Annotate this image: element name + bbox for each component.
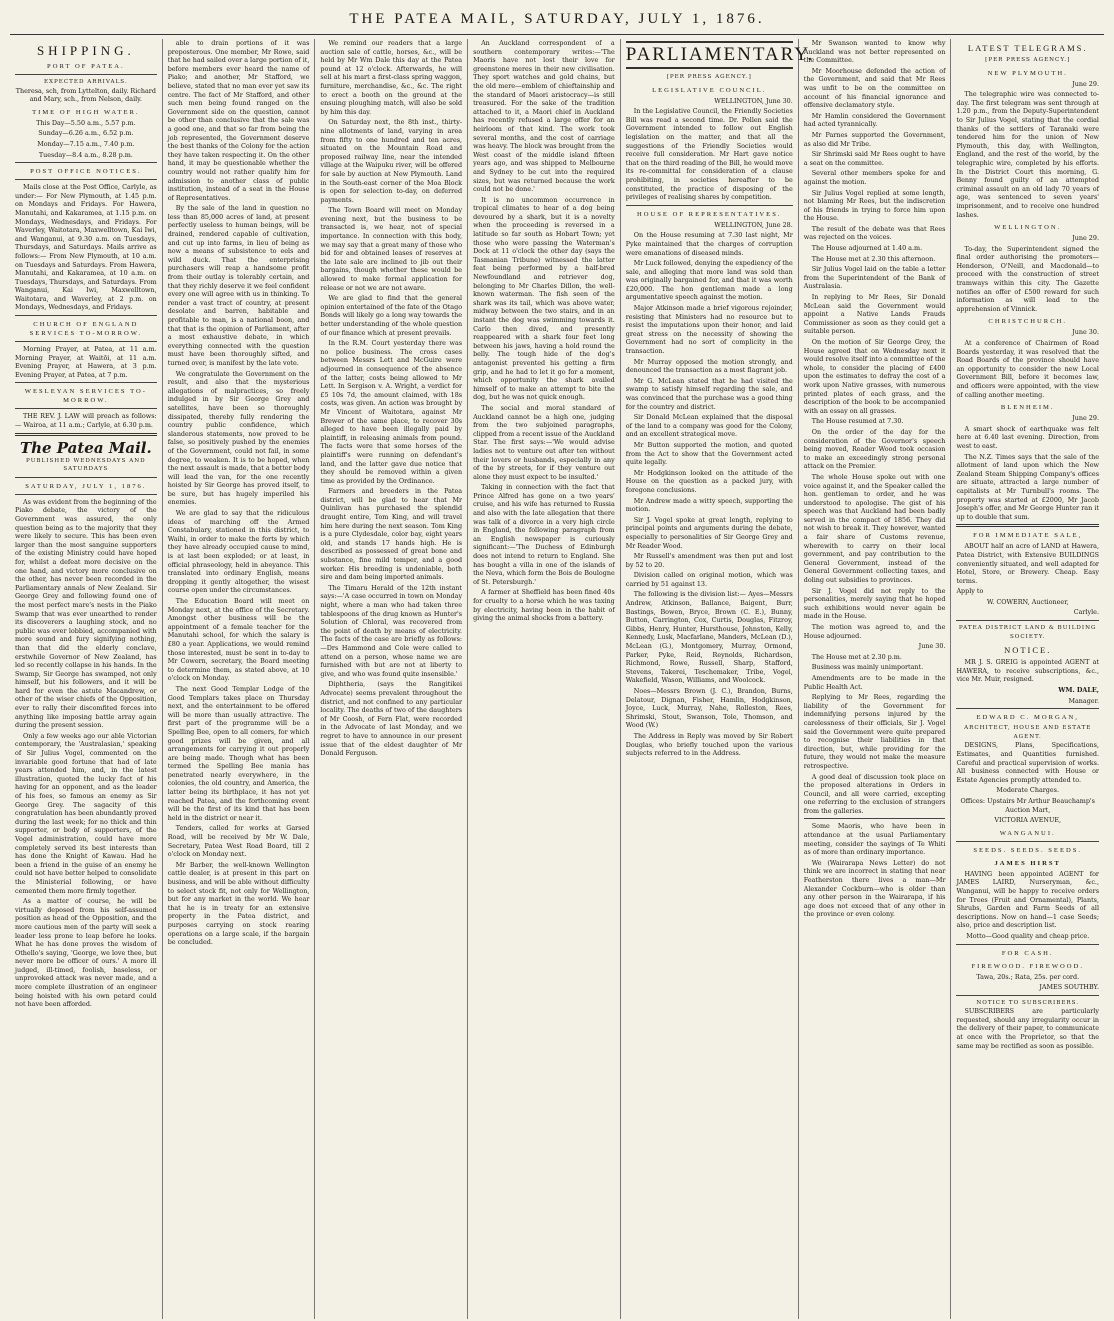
dateline: June 29. <box>1072 79 1099 88</box>
article-paragraph: By the sale of the land in question no less than 85,000 acres of land, at present perfectly useless to human beings, will be drained, rendered capable of cultivation, and cut up into farms, in lieu of being as now a means of subsistence to eels and wild duck. That the enterprising purchasers will reap a handsome profit from their outlay is tolerably certain, and that they richly deserve it we feel confident every one will agree with us in thinking. To render a vast tract of country, at present desolate and barren, habitable and profitable to man, is a national boon, and that that is the opinion of Parliament, after a most exhaustive debate, in which everything connected with the question must have been thoroughly sifted, and turned over, is manifest by the late vote. <box>167 204 310 367</box>
house-paragraph: Mr Murray opposed the motion strongly, and denounced the transaction as a most flagrant job. <box>625 357 793 375</box>
column-4 <box>468 39 621 1319</box>
post-text: Mails close at the Post Office, Carlyle, as under:— For New Plymouth, at 1.45 p.m. on Mondays and Fridays. For Hawera, Manutahi, and Kakaramea, at 1.15 p.m. on Mondays, Wednesdays, and Fridays. For Waverley, Waitotara, Maxwelltown, Kai Iwi, and Wanganui, at 9.30 a.m. on Tuesdays, Thursdays, and Saturdays. Mails arrive as follows:— From New Plymouth, at 10 a.m. on Tuesdays and Saturdays. From Hawera, Manutahi, and Kakaramea, at 10 a.m. on Tuesdays, Thursdays, and Saturdays. From Wanganui, Kai Iwi, Maxwelltown, Waitotara, and Waverley, at 2 p.m. on Mondays, Wednesdays, and Fridays. <box>15 183 157 312</box>
press-agency: [PER PRESS AGENCY.] <box>666 74 752 80</box>
house-paragraph: Mr Andrew made a witty speech, supporting the motion. <box>625 496 793 514</box>
article-paragraph: We congratulate the Government on the result, and also that the mysterious allegations of malpractices, so freely indulged in by Sir George Grey and satellites, have been so thoroughly dissipated, thereby fully rendering the country public confidence, which slanderous statements, now proved to be false, so positively pushed by the enemies of the Government, could not fail, in some degree, to weaken. It is to be hoped, when the next assault is made, that a better body will lead the van, for the one recently hoisted by Sir George has proved itself, to be sure, but has hugely imperiled his enemies. <box>167 369 310 507</box>
tide-line: Sunday—6.26 a.m., 6.52 p.m. <box>38 129 134 138</box>
wesleyan-text: THE REV. J. LAW will preach as follows:— Wairoa, at 11 a.m.; Carlyle, at 6.30 p.m. <box>15 412 157 430</box>
article-paragraph: The House resumed at 7.30. <box>811 417 904 426</box>
house-paragraph: Sir Donald McLean explained that the disposal of the land to a company was good for the Colony, and an excellent strategical move. <box>625 413 793 439</box>
column-2 <box>163 39 316 1319</box>
council-date: WELLINGTON, June 30. <box>714 96 793 105</box>
expected-heading: EXPECTED ARRIVALS. <box>43 79 128 85</box>
article-paragraph: Sir Julius Vogel replied at some length, not blaming Mr Rees, but the indiscretion of his friends in trying to force him upon the House. <box>803 188 946 223</box>
article-paragraph: The Timaru Herald of the 12th instant says:—'A case occurred in town on Monday night, where a man who had taken three tablespoons of the drug known as Hunter's Solution of Chloral, was recovered from the point of death by means of electricity. The facts of the case are briefly as follows:—Drs Hammond and Cole were called to attend on a person, whose name we are furnished with but are not at liberty to give, and who was found quite insensible.' <box>320 583 463 678</box>
date-line: SATURDAY, JULY 1, 1876. <box>25 482 147 490</box>
article-paragraph: The House met at 2.30 p.m. <box>811 652 902 661</box>
tide-heading: TIME OF HIGH WATER. <box>32 108 140 116</box>
subscribers-heading: NOTICE TO SUBSCRIBERS. <box>976 999 1080 1006</box>
article-paragraph: On the order of the day for the consideration of the Governor's speech being moved, Reader Wood took occasion to make an exceedingly strong personal attack on the Premier. <box>803 427 946 471</box>
wanganui-heading: WANGANUI. <box>999 829 1056 837</box>
house-paragraph: Division called on original motion, which was carried by 51 against 13. <box>625 571 793 588</box>
paper-title: The Patea Mail. <box>19 438 152 457</box>
article-paragraph: The social and moral standard of Auckland cannot be a high one, judging from the two subjoined paragraphs, clipped from a recent issue of the Auckland Star. The first says:—'We would advise ladies not to venture out after ten without their lovers or husbands, especially in any of the by streets, for if they venture out alone they must expect to be insulted.' <box>473 403 615 481</box>
editorial-paragraph: As was evident from the beginning of the Piako debate, the victory of the Government was assured, the only question being as to the majority that they were likely to secure. This has been even larger than the most sanguine supporters of the existing Ministry could have hoped for, whilst a defeat more decisive on the one hand, and victory more conclusive on the other, has never been recorded in the Parliamentary annals of New Zealand. Sir George Grey and following found one of the most perfect mare's nests in the Piako Swamp that was ever unearthed to render its discoverers a laughing stock, and no public was ever lobbied, accompanied with more sound and fury signifying nothing, than that did the elderly conclave, erstwhile Governor of New Zealand, has led so recently collapse in his hands. In the Swamp, Sir George has swamped, not only himself, but his followers, and it will be hard for even the astute Macandrew, or other of the wiser chiefs of the Opposition, ever to rally their discomfited forces into anything like imposing battle array again during the present session. <box>15 497 157 730</box>
church-text: Morning Prayer, at Patea, at 11 a.m. Morning Prayer, at Waitōi, at 11 a.m. Evening Prayer, at Hawera, at 3 p.m. Evening Prayer, at Patea, at 7 p.m. <box>15 345 157 379</box>
blenheim-heading: BLENHEIM. <box>1000 404 1055 412</box>
parliamentary-heading: PARLIAMENTARY. <box>626 41 793 69</box>
tide-line: This Day—5.50 a.m., 5.57 p.m. <box>36 118 136 127</box>
house-paragraph: Mr Button supported the motion, and quoted from the Act to show that the Government acted quite legally. <box>625 440 793 467</box>
article-paragraph: The House adjourned at 1.40 a.m. <box>811 244 923 253</box>
charges-text: Moderate Charges. <box>996 786 1059 795</box>
article-paragraph: Sir Julius Vogel laid on the table a letter from the Superintendent of the Bank of Australasia. <box>803 265 946 291</box>
firewood-heading: FIREWOOD. FIREWOOD. <box>971 962 1084 970</box>
council-heading: LEGISLATIVE COUNCIL. <box>652 86 767 94</box>
article-paragraph: The Education Board will meet on Monday next, at the office of the Secretary. Amongst other business will be the appointment of a female teacher for the Manutahi school, for which the salary is £80 a year. Applications, we would remind those interested, must be sent in to-day to Mr Cowern, secretary, the Board meeting to determine them, as stated above, at 10 o'clock on Monday. <box>167 597 310 683</box>
columns <box>10 39 1104 1319</box>
editorial-paragraph: As a matter of course, he will be virtually deposed from his self-assumed position as head of the Opposition, and the more cautious men of the party will seek a leader less prone to leap before he looks. What he has done proves the wisdom of Othello's saying, 'George, we love thee, but never more be officer of ours.' A more ill judged, ill-timed, foolish, baseless, or unprovoked attack was never made, and a more complete illustration of an engineer being hoisted with his own petard could not have been afforded. <box>15 897 157 1009</box>
price-text: Tawa, 20s.; Rata, 25s. per cord. <box>976 972 1080 981</box>
church-heading: CHURCH OF ENGLAND SERVICES TO-MORROW. <box>29 321 143 338</box>
column-7 <box>951 39 1104 1319</box>
house-date: WELLINGTON, June 28. <box>714 220 793 229</box>
house-paragraph: Sir J. Vogel spoke at great length, replying to principal points and arguments during the debate, especially to personalities of Sir George Grey and Mr Reader Wood. <box>625 515 793 550</box>
manager-name: WM. DALE, <box>1058 686 1099 695</box>
dateline: June 29. <box>1072 414 1099 423</box>
dateline: June 29. <box>1072 234 1099 243</box>
article-paragraph: Mr Hamlin considered the Government had acted tyrannically. <box>803 111 946 129</box>
article-paragraph: able to drain portions of it was preposterous. One member, Mr Rowe, said that he had sailed over a large portion of it, before members ever heard the name of Piako; and another, Mr Stafford, we believe, stated that no man ever yet saw its centre. The fact of Mr Stafford, and other such men being found ranged on the Government side on the question, cannot be other than conclusive that the sale was a good one, and that so far from being the job represented, the Government deserve the best thanks of the Colony for the action they have taken respecting it. On the other hand, it may be questionable whether the country would not rather qualify him for admission to another class of public institution, instead of a seat in the House of Representatives. <box>167 39 310 202</box>
tide-line: Tuesday—8.4 a.m., 8.28 p.m. <box>38 150 133 159</box>
article-paragraph: Several other members spoke for and against the motion. <box>803 169 946 186</box>
article-paragraph: It is no uncommon occurrence in tropical climates to hear of a dog being devoured by a shark, but it is a novelty when the proceeding is reversed in a latitude so far south as Hobart Town; yet those who were passing the Waterman's Dock at 11 o'clock the other day (says the Tasmanian Tribune) witnessed the latter feat being performed by a half-bred Newfoundland and retriever dog, belonging to Mr Charles Dillon, the well-known waterman. The fish seen of the shark was its tail, which was above water, midway between the two stairs, and in an instant the dog was swimming towards it. Carlo then dived, and presently reappeared with a shark four feet long between his jaws, having a hold round the belly. The tough hide of the dog's antagonist prevented his getting a firm grip, and he had to let it go for a moment, which opportunity the shark availed himself of to make an attempt to bite the dog, but he was not quick enough. <box>473 195 615 402</box>
article-paragraph: A good deal of discussion took place on the proposed alterations in Orders in Council, and all were carried, excepting one referring to the exclusion of strangers from the galleries. <box>803 772 946 815</box>
article-paragraph: The House met at 2.30 this afternoon. <box>811 254 936 263</box>
seller-name: JAMES SOUTHBY. <box>1039 983 1099 992</box>
notice-heading: NOTICE. <box>1004 645 1052 656</box>
offices-text: Offices: Upstairs Mr Arthur Beauchamp's Auction Mart, <box>960 796 1095 814</box>
article-paragraph: We are glad to say that the ridiculous ideas of marching off the Armed Constabulary, stationed in this district, to Waihi, in order to make the forts by which they have already occupied cause to mind, is at last been exploded; or at least, in official phraseology, held in abeyance. This translated into ordinary English, means dropping it gently altogether, the wisest course open under the circumstances. <box>167 509 310 595</box>
new-plymouth-heading: NEW PLYMOUTH. <box>987 69 1068 77</box>
location-text: Carlyle. <box>1073 608 1099 617</box>
subscribers-text: SUBSCRIBERS are particularly requested, should any irregularity occur in the delivery of their paper, to communicate at once with the Proprietor, so that the same may be rectified as soon as possible. <box>956 1007 1099 1050</box>
telegram-text: At a conference of Chairmen of Road Boards yesterday, it was resolved that the Road Boards of the province should have an opportunity to consider the new Local Government Bill, before it becomes law, and officers were appointed, with the view of calling another meeting. <box>956 339 1099 399</box>
cash-heading: FOR CASH. <box>1001 949 1054 957</box>
house-paragraph: On the House resuming at 7.30 last night, Mr Pyke maintained that the charges of corruption were emanations of diseased minds. <box>625 231 793 257</box>
telegram-text: To-day, the Superintendent signed the final order authorising the promoters—Henderson, O'Neill, and Macdonald—to proceed with the construction of street tramways within this city. The Gazette notifies an offer of £500 reward for such information as will lead to the apprehension of Vinnick. <box>956 244 1099 313</box>
post-heading: POST OFFICE NOTICES. <box>30 168 142 176</box>
column-3 <box>315 39 468 1319</box>
article-paragraph: Business was mainly unimportant. <box>811 663 924 672</box>
article-paragraph: A farmer at Sheffield has been fined 40s for cruelty to a horse which he was taxing by electricity, having been in the habit of giving the animal shocks from a battery. <box>473 588 615 623</box>
article-paragraph: Replying to Mr Rees, regarding the liability of the Government for indemnifying persons injured by the carelessness of their officials, Sir J. Vogel said the Government were quite prepared to recognise their liabilities in that direction, but, while providing for the future, they would not make the measure retrospective. <box>803 693 946 770</box>
article-paragraph: On Saturday next, the 8th inst., thirty-nine allotments of land, varying in area from fifty to one hundred and ten acres, situated on the Mountain Road and proposed railway line, near the intended village at the Waipuku river, will be offered for sale by auction at New Plymouth. Land in the South-east corner of the Moa Block is open for selection to-day, on deferred payments. <box>320 118 463 204</box>
morgan-heading: EDWARD C. MORGAN, <box>976 714 1079 722</box>
editorial-paragraph: Only a few weeks ago our able Victorian contemporary, the 'Australasian,' speaking of Sir Julius Vogel, commented on the invariable good fortune that had of late years attended him, and, in the latest illustration, quoted the lucky fact of his having for an opponent, and as the leader of his foes, so famous an enemy as Sir George Grey. The sagacity of this congratulation has been abundantly proved during the last week; for no thick and thin supporter, or body of supporters, of the Vogel administration, could have more completely served its best interests than has done the Knight of Kawau. Had he been a friend in the guise of an enemy he could not have better helped to consolidate the Ministerial following, or have cemented them more firmly together. <box>15 731 157 895</box>
article-paragraph: Amendments are to be made in the Public Health Act. <box>803 673 946 691</box>
press-agency: [PER PRESS AGENCY.] <box>985 57 1071 63</box>
masthead: THE PATEA MAIL, SATURDAY, JULY 1, 1876. <box>10 6 1104 35</box>
latest-telegrams-heading: LATEST TELEGRAMS. <box>967 43 1088 53</box>
article-paragraph: An Auckland correspondent of a southern contemporary writes:—'The Maoris have not lost their love for greenstone meres in their new civilisation. They sport watches and gold chains, but the old mere—emblem of chieftainship and the standard of Maori aristocracy—is still treasured. For the sake of the tradition attached to it, a Maori chief in Auckland has recently refused a large offer for an heirloom of that kind. The work took several months, and the cost of carriage was heavy. The block was brought from the West coast of the middle island fifteen years ago, and was shipped to Melbourne and Sydney to be cut into the required sizes, but was returned because the work could not be done.' <box>473 39 615 194</box>
article-paragraph: Mr Parnes supported the Government, as also did Mr Tribe. <box>803 130 946 148</box>
article-paragraph: Sir Shrimski said Mr Rees ought to have a seat on the committee. <box>803 150 946 167</box>
wesleyan-heading: WESLEYAN SERVICES TO-MORROW. <box>24 388 147 405</box>
sale-text: ABOUT half an acre of LAND at Hawera, Patea District, with Extensive BUILDINGS conveniently situated, and well adapted for Hotel, Store, or Brewery. Cheap. Easy terms. <box>956 542 1099 585</box>
column-1 <box>10 39 163 1319</box>
telegram-text: The telegraphic wire was connected to-day. The first telegram was sent through at 1.20 p.m., from the Deputy-Superintendent to Sir Julius Vogel, stating that the cordial thanks of the settlers of Taranaki were tendered him for the union of New Plymouth, this day, with Wellington, England, and the rest of the world, by the telegraphic wire, completed by his efforts. In the District Court this morning, G. Benny found guilty of an attempted criminal assault on an old lady 70 years of age, was sentenced to seven years' imprisonment, and to receive one hundred lashes. <box>956 90 1099 219</box>
auctioneer-name: W. COWERN, Auctioneer, <box>986 597 1069 606</box>
house-paragraph: Mr Hodgkinson looked on the attitude of the House on the question as a packed jury, with foregone conclusions. <box>625 468 793 494</box>
article-paragraph: We (Wairarapa News Letter) do not think we are incorrect in stating that near Featherston there lives a man—Mr Alexander Cockburn—who is older than any other person in the Wairarapa, if his age does not exceed that of any other in the province or even colony. <box>803 858 946 919</box>
column-5 <box>621 39 815 1319</box>
article-paragraph: The next Good Templar Lodge of the Good Templars takes place on Thursday next, and the entertainment to be offered will be more than usually attractive. The first part of the programme will be a Spelling Bee, open to all comers, for which good prizes will be given, and all arrangements for carrying it out properly are being made. Though what has been termed the Spelling Bee mania has penetrated nearly everywhere, in the colonies, the old country, and America, the latter being its birthplace, it has not yet reached Patea, and the forthcoming event will be the first of its kind that has been held in the district or near it. <box>167 684 310 822</box>
article-paragraph: Some Maoris, who have been in attendance at the usual Parliamentary meeting, consider the sayings of Te Whiti as of more than ordinary importance. <box>803 822 946 857</box>
article-paragraph: Tenders, called for works at Garsed Road, will be received by Mr W. Dale, Secretary, Patea West Road Board, till 2 o'clock on Monday next. <box>167 824 310 859</box>
hirst-text: HAVING been appointed AGENT for JAMES LAIRD, Nurseryman, &c., Wanganui, will be happy to receive orders for Trees (Fruit and Ornamental), Plants, Shrubs, Garden and Farm Seeds of all descriptions. Now on hand—1 case Seeds; also, price and description list. <box>956 869 1099 930</box>
article-paragraph: We are glad to find that the general opinion entertained of the fate of the Otago Bonds will likely go a long way towards the better understanding of the whole question of our finance which at present prevails. <box>320 294 463 337</box>
article-paragraph: Mr Moorhouse defended the action of the Government, and said that Mr Rees was unfit to be on the committee on account of his financial ignorance and offensive declamatory style. <box>803 66 946 110</box>
expected-text: Theresa, sch, from Lyttelton, daily. Richard and Mary, sch., from Nelson, daily. <box>15 86 156 104</box>
house-heading: HOUSE OF REPRESENTATIVES. <box>636 210 782 218</box>
notice-text: MR J. S. GREIG is appointed AGENT at HAWERA, to receive subscriptions, &c., vice Mr. Muir, resigned. <box>956 658 1099 684</box>
article-paragraph: In the R.M. Court yesterday there was no police business. The cross cases between Messrs Lett and McGuire were adjourned in consequence of the absence of the latter, costs being allowed to Mr Lett. In Sergison v. A. Wright, a verdict for £5 10s 7d, the amount claimed, with 18s costs, was given. An action was brought by Mr Vincent of Waitotara, against Mr Brewer of the same place, to recover 30s alleged to have been illegally paid by plaintiff, in releasing animals from pound. The facts were that some horses of the plaintiff's were running on defendant's land, and the latter gave due notice that they should be removed within a given time as provided by the Ordinance. <box>320 339 463 485</box>
article-paragraph: Mr Swanson wanted to know why Auckland was not better represented on the Committee. <box>803 39 946 65</box>
article-paragraph: Diphtheria, (says the Rangitikei Advocate) seems prevalent throughout the district, and not confined to any particular locality. The deaths of two of the daughters of Mr Coosh, of Fern Flat, were recorded in the Advocate of last Monday, and we regret to have to announce in our present issue that of the eldest daughter of Mr Donald Ferguson. <box>320 680 463 758</box>
telegram-text: A smart shock of earthquake was felt here at 6.40 last evening. Direction, from west to east. <box>956 424 1099 450</box>
house-paragraph: Mr Russell's amendment was then put and lost by 52 to 20. <box>625 552 793 569</box>
article-paragraph: Sir J. Vogel did not reply to the personalities, merely saying that he hoped such exhibitions would never again be made in the House. <box>803 586 946 621</box>
telegram-text: The N.Z. Times says that the sale of the allotment of land upon which the New Zealand Steam Shipping Company's offices are situate, attracted a large number of capitalists at Mr Turnbull's rooms. The property was started at £2000, Mr Jacob Joseph's offer, and Mr George Hunter ran it up to double that sum. <box>956 452 1099 521</box>
sale-heading: FOR IMMEDIATE SALE, <box>973 532 1083 540</box>
house-paragraph: Noes—Messrs Brown (J. C.), Brandon, Burns, Delatour, Dignan, Fisher, Hamlin, Hodgkinson, Joyce, Luck, Murray, Nahe, Rolleston, Rees, Shrimski, Stout, Swanson, Tole, Thomson, and Wood (W.) <box>625 687 793 730</box>
article-paragraph: June 30. <box>918 642 946 651</box>
article-paragraph: The Town Board will meet on Monday evening next, but the business to be transacted is, we hear, not of special importance. In connection with this body, we may say that a great many of those who bid for and obtained leases of reserves at the late sale are inclined to jib out their bargains, though whether these would be allowed to make formal application for release or not we are not aware. <box>320 206 463 292</box>
motto-text: Motto—Good quality and cheap price. <box>966 931 1090 940</box>
house-paragraph: Mr Luck followed, denying the expediency of the sale, and alleging that more land was sold than was originally bargained for, and that it was worth £20,000. The hon gentleman made a long argumentative speech against the motion. <box>625 259 793 302</box>
shipping-heading: SHIPPING. <box>36 43 135 58</box>
manager-title: Manager. <box>1068 696 1099 705</box>
christchurch-heading: CHRISTCHURCH. <box>988 318 1067 326</box>
house-paragraph: Mr G. McLean stated that he had visited the swamp to satisfy himself regarding the sale, and was convinced that the purchase was a good thing for the country and district. <box>625 376 793 411</box>
article-paragraph: Mr Barber, the well-known Wellington cattle dealer, is at present in this part on business, and will be able without difficulty to select stock fit, not only for Wellington, but for any market in the world. We hear that he is in treaty for an extensive property in the Patea district, and purposes carrying on stock rearing operations on a large scale, if the bargain be concluded. <box>167 860 310 947</box>
paper-subtitle: PUBLISHED WEDNESDAYS AND SATURDAYS <box>26 457 146 473</box>
wellington-heading: WELLINGTON. <box>994 224 1062 232</box>
article-paragraph: We remind our readers that a large auction sale of cattle, horses, &c., will be held by Mr Wm Dale this day at the Patea pound at 12 o'clock. Afterwards, he will sell at his mart a first-class spring waggon, furniture, merchandise, &c., &c. The right to erect a booth on the ground at the ensuing ploughing match, will also be sold by him this day. <box>320 39 463 116</box>
article-paragraph: The whole House spoke out with one voice against it, and the Speaker called the hon. gentleman to order, and he was understood to apologise. The gist of his speech was that Auckland had been badly served in the compact of 1856. They did not wish to break it. They however, wanted a fair share of Customs revenue, wherewith to carry on their local government, and pay contribution to the General Government, instead of the General Government collecting taxes, and doling out subsidies to provinces. <box>803 472 946 585</box>
dateline: June 30. <box>1072 328 1099 337</box>
port-heading: PORT OF PATEA. <box>47 63 125 70</box>
morgan-text: DESIGNS, Plans, Specifications, Estimates, and Quantities furnished. Careful and practical supervision of works. All business connected with House or Estate Agencies promptly attended to. <box>956 741 1099 784</box>
house-paragraph: The following is the division list:— Ayes—Messrs Andrew, Atkinson, Ballance, Baigent, Burr, Bastings, Bowen, Bryce, Brown (C. E.), Bunny, Button, Carrington, Cox, Curtis, Douglas, Fitzroy, Gibbs, Henry, Hunter, Hursthouse, Johnston, Kelly, Kennedy, Lusk, Macfarlane, Manders, McLean (D.), McLean (G.), Montgomery, Murray, Ormond, Parker, Pyke, Reid, Reynolds, Richardson, Richmond, Rowe, Russell, Sharp, Stafford, Stevens, Takerei, Teschemaker, Tribe, Vogel, Wakefield, Wason, Williams, and Woolcock. <box>625 590 793 685</box>
hirst-heading: JAMES HIRST <box>994 859 1061 867</box>
article-paragraph: On the motion of Sir George Grey, the House agreed that on Wednesday next it would resolve itself into a committee of the whole, to consider the placing of £400 upon the estimates to defray the cost of a work upon Native grasses, with numerous printed plates of each grass, and the description of the book to be accompanied with an essay on all grasses. <box>803 338 946 415</box>
tide-line: Monday—7.15 a.m., 7.40 p.m. <box>37 139 135 148</box>
house-paragraph: Major Atkinson made a brief vigorous rejoinder, resisting that Ministers had no resource but to resist the imputations upon their honor, and laid great stress on the necessity of showing the Government had no sort of complicity in the transaction. <box>625 304 793 356</box>
morgan-subtitle: ARCHITECT, HOUSE AND ESTATE AGENT. <box>964 725 1092 740</box>
article-paragraph: In replying to Mr Rees, Sir Donald McLean said the Government would appoint a Native Lands Frauds Commissioner as soon as they could get a suitable person. <box>803 293 946 336</box>
apply-text: Apply to <box>956 587 984 596</box>
column-6 <box>799 39 952 1319</box>
article-paragraph: The motion was agreed to, and the House adjourned. <box>803 623 946 640</box>
avenue-text: VICTORIA AVENUE, <box>994 816 1062 825</box>
society-heading: PATEA DISTRICT LAND & BUILDING SOCIETY. <box>958 625 1097 640</box>
article-paragraph: Taking in connection with the fact that Prince Alfred has gone on a two years' cruise, and his wife has returned to Russia and also with the late allegation that there was talk of a divorce in a very high circle in England, the following paragraph from an English newspaper is curiously significant:—'The Duchess of Edinburgh does not intend to return to England. She has bought a villa in one of the islands of the Neva, which form the Bois de Boulogne of St. Petersburgh.' <box>473 483 615 586</box>
article-paragraph: Farmers and breeders in the Patea district, will be glad to hear that Mr Quinlivan has purchased the splendid draught entire, Tom King, and will travel him here during the next season. Tom King is a pure Clydesdale, color bay, eight years old, and stands 17 hands high. He is described as possessed of great bone and substance, fine mild temper, and a good worker. His breeding is undeniable, both sire and dam being imported animals. <box>320 487 463 582</box>
council-text: In the Legislative Council, the Friendly Societies Bill was read a second time. Dr. Pollen said the Government intended to follow out English legislation on the matter, and that all the suggestions of the Friendly Societies would receive full consideration. Mr Hart gave notice that on the third reading of the Bill, he would move its re-committal for consideration of a clause prohibiting, in societies hereafter to be constituted, the practice of disposing of the privileges of realising shares by competition. <box>625 107 793 202</box>
article-paragraph: The result of the debate was that Rees was rejected on the voices. <box>803 224 946 242</box>
seeds-heading: SEEDS. SEEDS. SEEDS. <box>973 846 1083 854</box>
house-paragraph: The Address in Reply was moved by Sir Robert Douglas, who briefly touched upon the various subjects referred to in the Address. <box>625 731 793 758</box>
